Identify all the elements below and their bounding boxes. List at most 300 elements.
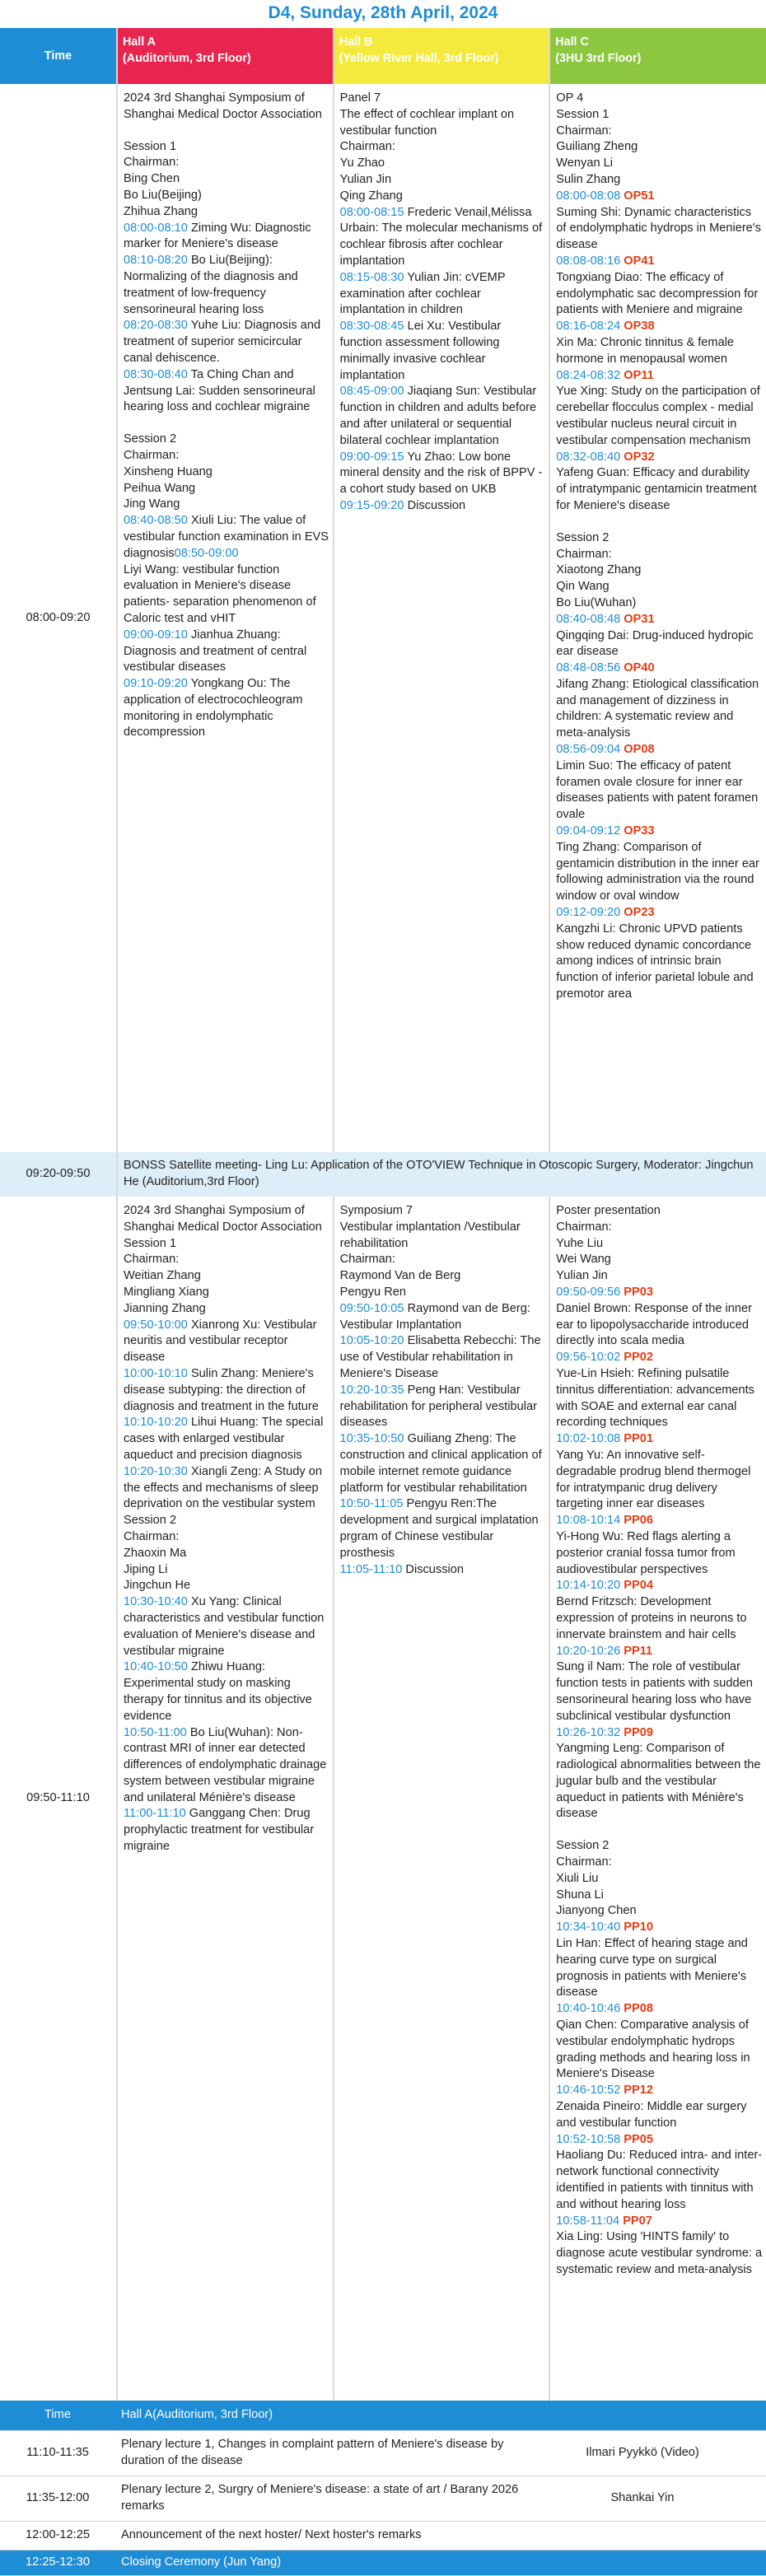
program-text: Chairman: xyxy=(123,1253,180,1267)
program-text: Xiuli Liu: The value of vestibular function examination in EVS diagnosis xyxy=(123,514,329,560)
section-gap xyxy=(556,1822,763,1838)
program-text: Jianhua Zhuang: Diagnosis and treatment of central vestibular diseases xyxy=(123,628,307,674)
program-text: Bo Liu(Wuhan) xyxy=(556,595,637,609)
program-text: Qingqing Dai: Drug-induced hydropic ear disease xyxy=(556,628,754,659)
program-line xyxy=(340,1301,546,1334)
program-text: Symposium 7 xyxy=(339,1204,413,1217)
program-line xyxy=(556,2099,763,2132)
program-line xyxy=(556,905,763,922)
program-line xyxy=(124,1464,329,1513)
program-text: Sulin Zhang xyxy=(556,172,621,186)
program-line xyxy=(124,1285,329,1301)
program-text: Kangzhi Li: Chronic UPVD patients show reduced dynamic concordance among indices of intrinsic brain function of inferior parietal lobule and premotor area xyxy=(556,922,754,1001)
program-line xyxy=(556,1725,763,1742)
section-gap xyxy=(124,124,329,139)
program-text: Liyi Wang: vestibular function evaluation in Meniere's disease patients- separation phenomenon of Caloric test and vHIT xyxy=(123,562,316,625)
program-text: Yafeng Guan: Efficacy and durability of intratympanic gentamicin treatment for Meniere's disease xyxy=(556,466,757,512)
program-line xyxy=(340,1252,546,1268)
hall-b-name: Hall B xyxy=(339,35,373,49)
program-text: Tongxiang Diao: The efficacy of endolymphatic sac decompression for patients with Meniere and migraine xyxy=(556,270,759,317)
program-line xyxy=(556,1513,763,1529)
time-slot: 08:48-08:56 xyxy=(556,661,621,675)
program-text: 2024 3rd Shanghai Symposium of Shanghai Medical Doctor Association xyxy=(123,1204,322,1234)
program-text: Yuhe Liu: Diagnosis and treatment of superior semicircular canal dehiscence. xyxy=(123,319,321,365)
time-slot: 08:40-08:50 xyxy=(123,514,188,528)
hall-a-header xyxy=(117,28,334,84)
program-text: Panel 7 xyxy=(339,91,381,105)
program-text: Zenaida Pineiro: Middle ear surgery and vestibular function xyxy=(556,2100,747,2130)
abstract-code: OP08 xyxy=(624,743,655,757)
program-line xyxy=(556,1594,763,1643)
program-text: Ganggang Chen: Drug prophylactic treatment for vestibular migraine xyxy=(123,1807,315,1854)
program-text: Chairman: xyxy=(556,547,612,561)
abstract-code: PP12 xyxy=(624,2084,653,2098)
program-line xyxy=(340,270,546,319)
program-line xyxy=(124,367,329,416)
program-line xyxy=(556,384,763,449)
time-slot: 10:26-10:32 xyxy=(556,1725,621,1739)
plenary-row-time: 11:35-12:00 xyxy=(26,2491,90,2505)
program-line xyxy=(124,628,329,676)
program-text: Xinsheng Huang xyxy=(123,464,213,478)
program-line xyxy=(124,1659,329,1724)
time-slot: 10:52-10:58 xyxy=(556,2132,621,2146)
program-text: Jianyong Chen xyxy=(556,1904,637,1918)
program-line xyxy=(556,2214,763,2230)
program-text: Ting Zhang: Comparison of gentamicin distribution in the inner ear following administration via the round window or oval window xyxy=(556,840,759,903)
time-slot: 10:35-10:50 xyxy=(339,1432,404,1446)
abstract-code: PP01 xyxy=(624,1432,653,1446)
program-line xyxy=(124,1806,329,1855)
program-text: OP 4 xyxy=(556,91,584,105)
program-text: Frederic Venail,Mélissa Urbain: The molecular mechanisms of cochlear fibrosis after cochlear implantation xyxy=(339,205,543,268)
program-text: Poster presentation xyxy=(556,1204,661,1217)
program-line xyxy=(124,676,329,741)
program-line xyxy=(556,1888,763,1904)
program-line xyxy=(556,1252,763,1268)
program-line xyxy=(556,2083,763,2099)
program-line xyxy=(556,1431,763,1448)
program-line xyxy=(340,172,546,189)
time-column-header: Time xyxy=(0,28,117,84)
abstract-code: OP32 xyxy=(624,450,655,464)
time-slot: 10:58-11:04 xyxy=(556,2214,620,2228)
program-line xyxy=(556,1838,763,1855)
program-line xyxy=(124,253,329,318)
program-line xyxy=(124,1513,329,1529)
plenary-row-title: Plenary lecture 1, Changes in complaint pattern of Meniere's disease by duration of the disease xyxy=(121,2438,504,2467)
program-line xyxy=(556,2148,763,2213)
hall-c-location: (3HU 3rd Floor) xyxy=(555,51,642,65)
program-line xyxy=(340,107,546,140)
time-slot: 09:50-09:56 xyxy=(556,1285,621,1299)
program-text: Qing Zhang xyxy=(339,189,403,203)
program-line xyxy=(556,2132,763,2149)
program-text: 2024 3rd Shanghai Symposium of Shanghai Medical Doctor Association xyxy=(123,91,322,121)
program-text: Yulian Jin xyxy=(556,1269,608,1283)
program-line xyxy=(124,1546,329,1562)
program-text: Bernd Fritzsch: Development expression of proteins in neurons to innervate brainstem and hair cells xyxy=(556,1595,747,1641)
program-text: Bo Liu(Beijing) xyxy=(123,188,202,202)
program-line xyxy=(556,2229,763,2278)
hall-b-location: (Yellow River Hall, 3rd Floor) xyxy=(339,51,499,65)
program-text: Chairman: xyxy=(556,1220,612,1234)
block2-row xyxy=(0,1197,766,2401)
hall-b-header xyxy=(334,28,550,84)
program-line xyxy=(124,1301,329,1318)
time-slot: 08:16-08:24 xyxy=(556,320,621,334)
program-line xyxy=(556,1529,763,1578)
program-line xyxy=(556,758,763,824)
abstract-code: PP05 xyxy=(624,2132,653,2146)
program-line xyxy=(340,1203,546,1220)
time-slot: 10:20-10:26 xyxy=(556,1644,621,1658)
program-line xyxy=(124,171,329,188)
program-line xyxy=(340,1383,546,1431)
time-slot: 10:50-11:00 xyxy=(123,1725,187,1739)
time-slot: 09:50-10:05 xyxy=(339,1301,404,1315)
program-text: Bing Chen xyxy=(123,172,180,186)
program-text: Xiaotong Zhang xyxy=(556,563,642,577)
program-text: Lei Xu: Vestibular function assessment following minimally invasive cochlear implantation xyxy=(339,320,502,382)
program-line xyxy=(340,384,546,449)
time-slot: 09:56-10:02 xyxy=(556,1351,621,1365)
program-text: Ziming Wu: Diagnostic marker for Meniere's disease xyxy=(123,221,311,251)
program-text: Chairman: xyxy=(339,140,395,154)
time-slot: 10:20-10:35 xyxy=(339,1383,404,1397)
program-line xyxy=(124,1318,329,1366)
closing-title: Closing Ceremony (Jun Yang) xyxy=(121,2555,282,2569)
program-text: Peihua Wang xyxy=(123,481,196,495)
abstract-code: OP51 xyxy=(624,189,655,203)
program-line xyxy=(124,562,329,628)
program-text: Yulian Jin: cVEMP examination after cochlear implantation in children xyxy=(339,270,506,317)
program-line xyxy=(124,1268,329,1285)
time-slot: 09:50-10:00 xyxy=(123,1318,188,1332)
program-line xyxy=(340,319,546,384)
program-line xyxy=(556,742,763,758)
abstract-code: PP08 xyxy=(624,2002,653,2016)
program-line xyxy=(340,1220,546,1253)
program-text: Lin Han: Effect of hearing stage and hearing curve type on surgical prognosis in patients with Meniere's disease xyxy=(556,1937,748,2000)
program-line xyxy=(556,139,763,156)
time-slot: 08:30-08:40 xyxy=(123,367,188,381)
abstract-code: PP11 xyxy=(624,1644,653,1658)
program-text: Session 1 xyxy=(123,1236,177,1250)
program-text: Lihui Huang: The special cases with enlarged vestibular aqueduct and precision diagnosis xyxy=(123,1416,324,1462)
time-slot: 10:00-10:10 xyxy=(123,1366,188,1380)
program-text: Zhaoxin Ma xyxy=(123,1546,187,1560)
program-text: Jiaqiang Sun: Vestibular function in children and adults before and after unilateral or sequential bilateral cochlear implantation xyxy=(339,385,537,447)
program-line xyxy=(556,579,763,595)
time-slot: 11:00-11:10 xyxy=(123,1807,186,1821)
program-text: Yue Xing: Study on the participation of cerebellar flocculus complex - medial vestibular nucleus neural circuit in vestibular compensation mechanism xyxy=(556,385,760,447)
program-line xyxy=(124,513,329,562)
program-line xyxy=(124,318,329,366)
time-slot: 08:00-08:10 xyxy=(123,221,188,235)
program-text: Wenyan Li xyxy=(556,156,613,170)
program-line xyxy=(556,270,763,319)
program-text: Yongkang Ou: The application of electrocochleogram monitoring in endolymphatic decompression xyxy=(123,677,303,740)
program-text: Jing Wang xyxy=(123,497,180,511)
block1-hall-b xyxy=(334,84,550,1152)
program-line xyxy=(556,1268,763,1285)
time-slot: 10:40-10:50 xyxy=(123,1660,188,1674)
block1-hall-c xyxy=(549,84,766,1152)
program-line xyxy=(556,1366,763,1431)
program-line xyxy=(556,1871,763,1888)
program-text: Jianning Zhang xyxy=(123,1301,206,1315)
program-text: Weitian Zhang xyxy=(123,1269,201,1283)
program-text: Jifang Zhang: Etiological classification and management of dizziness in children: A systematic review and meta-analysis xyxy=(556,677,759,740)
program-text: Yulian Jin xyxy=(339,172,392,186)
time-slot: 10:05-10:20 xyxy=(339,1334,404,1348)
hall-a-location: (Auditorium, 3rd Floor) xyxy=(122,51,251,65)
program-text: Bo Liu(Beijing): Normalizing of the diagnosis and treatment of low-frequency sensorineural hearing loss xyxy=(123,254,298,316)
program-line xyxy=(124,188,329,204)
program-text: Qin Wang xyxy=(556,580,610,594)
program-text: Mingliang Xiang xyxy=(123,1285,209,1299)
time-slot: 09:00-09:10 xyxy=(123,628,188,642)
block2-time: 09:50-11:10 xyxy=(0,1197,117,2401)
time-slot: 10:08-10:14 xyxy=(556,1514,621,1528)
program-text: Yangming Leng: Comparison of radiological abnormalities between the jugular bulb and the vestibular aqueduct in patients with Ménière's disease xyxy=(556,1742,761,1821)
program-line xyxy=(556,562,763,579)
time-slot: 08:10-08:20 xyxy=(123,254,188,268)
block2-hall-a xyxy=(117,1197,334,2401)
block2-hall-c xyxy=(549,1197,766,2401)
program-text: Xin Ma: Chronic tinnitus & female hormone in menopausal women xyxy=(556,335,735,366)
program-line xyxy=(556,660,763,677)
abstract-code: OP41 xyxy=(624,254,655,268)
program-line xyxy=(124,1415,329,1463)
closing-time: 12:25-12:30 xyxy=(26,2555,90,2569)
program-text: Qian Chen: Comparative analysis of vestibular endolymphatic hydrops grading methods and hearing loss in Meniere's Disease xyxy=(556,2018,750,2081)
program-line xyxy=(556,2018,763,2083)
program-line xyxy=(124,221,329,254)
program-line xyxy=(340,156,546,172)
program-line xyxy=(556,1578,763,1594)
program-text: Yu Zhao xyxy=(339,156,385,170)
program-line xyxy=(340,139,546,156)
program-text: Yi-Hong Wu: Red flags alerting a posterior cranial fossa tumor from audiovestibular perspectives xyxy=(556,1529,736,1576)
program-text: Chairman: xyxy=(556,1855,612,1869)
time-slot: 10:20-10:30 xyxy=(123,1464,188,1478)
time-slot: 08:24-08:32 xyxy=(556,368,621,382)
program-line xyxy=(556,612,763,628)
program-line xyxy=(124,1366,329,1415)
time-slot: 09:10-09:20 xyxy=(123,677,188,691)
program-line xyxy=(556,1220,763,1236)
program-text: Session 2 xyxy=(556,530,610,544)
program-line xyxy=(556,1659,763,1724)
satellite-time: 09:20-09:50 xyxy=(0,1152,117,1197)
program-line xyxy=(124,155,329,171)
program-line xyxy=(556,547,763,563)
time-slot: 10:50-11:05 xyxy=(339,1497,404,1511)
time-slot: 08:45-09:00 xyxy=(339,385,404,399)
program-line xyxy=(556,465,763,514)
section-gap xyxy=(124,416,329,432)
time-slot: 08:20-08:30 xyxy=(123,319,188,333)
program-text: Daniel Brown: Response of the inner ear to lipopolysaccharide introduced directly into scala media xyxy=(556,1301,752,1348)
plenary-row-time: 11:10-11:35 xyxy=(26,2446,89,2460)
program-line xyxy=(556,172,763,189)
block1-row xyxy=(0,84,766,1152)
program-text: Sulin Zhang: Meniere's disease subtyping: the direction of diagnosis and treatment in the future xyxy=(123,1366,319,1413)
abstract-code: PP06 xyxy=(624,1514,653,1528)
program-text: Xiuli Liu xyxy=(556,1871,599,1885)
program-line xyxy=(556,335,763,368)
block2-hall-b xyxy=(334,1197,550,2401)
program-line xyxy=(124,139,329,156)
time-slot: 10:14-10:20 xyxy=(556,1579,621,1593)
hall-c-header xyxy=(549,28,766,84)
time-slot: 09:12-09:20 xyxy=(556,906,621,920)
time-slot: 08:50-09:00 xyxy=(174,546,239,560)
program-text: Elisabetta Rebecchi: The use of Vestibular rehabilitation in Meniere's Disease xyxy=(339,1334,541,1380)
satellite-text: BONSS Satellite meeting- Ling Lu: Application of the OTO'VIEW Technique in Otoscopic Surgery, Moderator: Jingchun He (Auditorium,3rd Floor) xyxy=(117,1152,766,1197)
program-text: Vestibular implantation /Vestibular rehabilitation xyxy=(339,1220,521,1250)
abstract-code: OP33 xyxy=(624,824,655,838)
time-slot: 08:32-08:40 xyxy=(556,450,621,464)
program-text: Yang Yu: An innovative self-degradable prodrug blend thermogel for intratympanic drug delivery targeting inner ear diseases xyxy=(556,1448,751,1511)
program-line xyxy=(556,1236,763,1253)
program-line xyxy=(124,1725,329,1807)
program-text: Xianrong Xu: Vestibular neuritis and vestibular receptor disease xyxy=(123,1318,317,1365)
time-slot: 10:30-10:40 xyxy=(123,1595,188,1609)
program-text: Session 2 xyxy=(556,1839,610,1853)
plenary-time-header: Time xyxy=(44,2408,71,2422)
program-line xyxy=(556,1903,763,1920)
program-line xyxy=(556,254,763,270)
program-line xyxy=(556,205,763,254)
program-line xyxy=(340,205,546,270)
program-text: Ta Ching Chan and Jentsung Lai: Sudden sensorineural hearing loss and cochlear migraine xyxy=(123,367,315,414)
program-text: The effect of cochlear implant on vestibular function xyxy=(339,107,515,138)
program-line xyxy=(556,1920,763,1936)
abstract-code: PP09 xyxy=(624,1725,653,1739)
program-text: Sung il Nam: The role of vestibular function tests in patients with sudden sensorineural hearing loss who have subclinical vestibular dysfunction xyxy=(556,1660,753,1723)
time-slot: 10:46-10:52 xyxy=(556,2084,621,2098)
program-text: Pengyu Ren xyxy=(339,1285,406,1299)
program-line xyxy=(556,1285,763,1301)
program-text: Chairman: xyxy=(339,1253,395,1267)
program-line xyxy=(124,497,329,513)
time-slot: 09:04-09:12 xyxy=(556,824,621,838)
program-text: Session 1 xyxy=(123,139,177,153)
satellite-row xyxy=(0,1152,766,1197)
plenary-row-speaker: Shankai Yin xyxy=(610,2491,675,2505)
program-line xyxy=(556,107,763,124)
hall-c-name: Hall C xyxy=(555,35,589,49)
abstract-code: OP23 xyxy=(624,906,655,920)
program-line xyxy=(556,1936,763,2001)
program-line xyxy=(556,2001,763,2018)
time-slot: 08:08-08:16 xyxy=(556,254,621,268)
plenary-row-title: Announcement of the next hoster/ Next hoster's remarks xyxy=(121,2528,422,2542)
time-slot: 09:00-09:15 xyxy=(339,450,404,464)
plenary-section xyxy=(0,2401,766,2576)
program-line xyxy=(124,448,329,464)
section-gap xyxy=(556,515,763,530)
program-text: Suming Shi: Dynamic characteristics of endolymphatic hydrops in Meniere's disease xyxy=(556,205,761,252)
time-slot: 10:10-10:20 xyxy=(123,1416,188,1430)
program-text: Chairman: xyxy=(123,156,180,170)
program-line xyxy=(124,481,329,497)
program-line xyxy=(124,432,329,448)
abstract-code: PP07 xyxy=(623,2214,652,2228)
program-line xyxy=(556,1855,763,1871)
program-text: Raymond Van de Berg xyxy=(339,1269,461,1283)
program-text: Haoliang Du: Reduced intra- and inter-network functional connectivity identified in patients with tinnitus with and without hearing loss xyxy=(556,2149,763,2211)
program-text: Limin Suo: The efficacy of patent foramen ovale closure for inner ear diseases patients with patent foramen ovale xyxy=(556,758,759,822)
program-text: Guiliang Zheng: The construction and clinical application of mobile internet remote guidance platform for vestibular rehabilitation xyxy=(339,1432,542,1495)
program-text: Bo Liu(Wuhan): Non-contrast MRI of inner ear detected differences of endolymphatic drainage system between vestibular migraine and unilateral Ménière's disease xyxy=(123,1725,327,1804)
program-line xyxy=(124,1578,329,1594)
program-line xyxy=(340,498,546,515)
program-line xyxy=(340,1496,546,1561)
program-line xyxy=(124,1203,329,1236)
program-line xyxy=(556,677,763,742)
program-text: Guiliang Zheng xyxy=(556,140,638,154)
program-line xyxy=(340,1431,546,1496)
program-text: Jiping Li xyxy=(123,1562,168,1576)
program-line xyxy=(556,368,763,385)
time-slot: 11:05-11:10 xyxy=(339,1562,403,1576)
program-line xyxy=(556,922,763,1003)
schedule-table xyxy=(0,28,766,2401)
plenary-row-speaker: Ilmari Pyykkö (Video) xyxy=(586,2446,699,2460)
schedule-header-row xyxy=(0,28,766,84)
time-slot: 08:15-08:30 xyxy=(339,270,404,284)
program-line xyxy=(556,1350,763,1366)
program-text: Chairman: xyxy=(123,1529,180,1543)
abstract-code: PP02 xyxy=(624,1351,653,1365)
abstract-code: PP03 xyxy=(624,1285,653,1299)
block1-time: 08:00-09:20 xyxy=(0,84,117,1152)
time-slot: 08:30-08:45 xyxy=(339,320,404,334)
program-line xyxy=(340,1285,546,1301)
program-line xyxy=(124,1594,329,1659)
time-slot: 08:56-09:04 xyxy=(556,743,621,757)
plenary-row xyxy=(0,2476,766,2522)
abstract-code: OP11 xyxy=(624,368,654,382)
program-line xyxy=(556,189,763,205)
program-text: Session 1 xyxy=(556,107,610,121)
plenary-header-row xyxy=(0,2401,766,2431)
plenary-row xyxy=(0,2431,766,2476)
time-slot: 09:15-09:20 xyxy=(339,498,404,512)
time-slot: 10:34-10:40 xyxy=(556,1920,621,1934)
program-line xyxy=(556,1301,763,1350)
program-line xyxy=(124,204,329,221)
plenary-row-time: 12:00-12:25 xyxy=(26,2528,90,2542)
program-line xyxy=(556,156,763,172)
program-line xyxy=(556,1741,763,1822)
program-line xyxy=(124,464,329,481)
program-text: Wei Wang xyxy=(556,1253,611,1267)
program-line xyxy=(124,1529,329,1546)
block1-hall-a xyxy=(117,84,334,1152)
closing-row xyxy=(0,2550,766,2576)
abstract-code: OP38 xyxy=(624,320,655,334)
program-text: Peng Han: Vestibular rehabilitation for peripheral vestibular diseases xyxy=(339,1383,537,1430)
program-text: Shuna Li xyxy=(556,1888,604,1902)
program-line xyxy=(340,450,546,498)
program-text: Discussion xyxy=(402,1562,464,1576)
abstract-code: OP40 xyxy=(624,661,655,675)
